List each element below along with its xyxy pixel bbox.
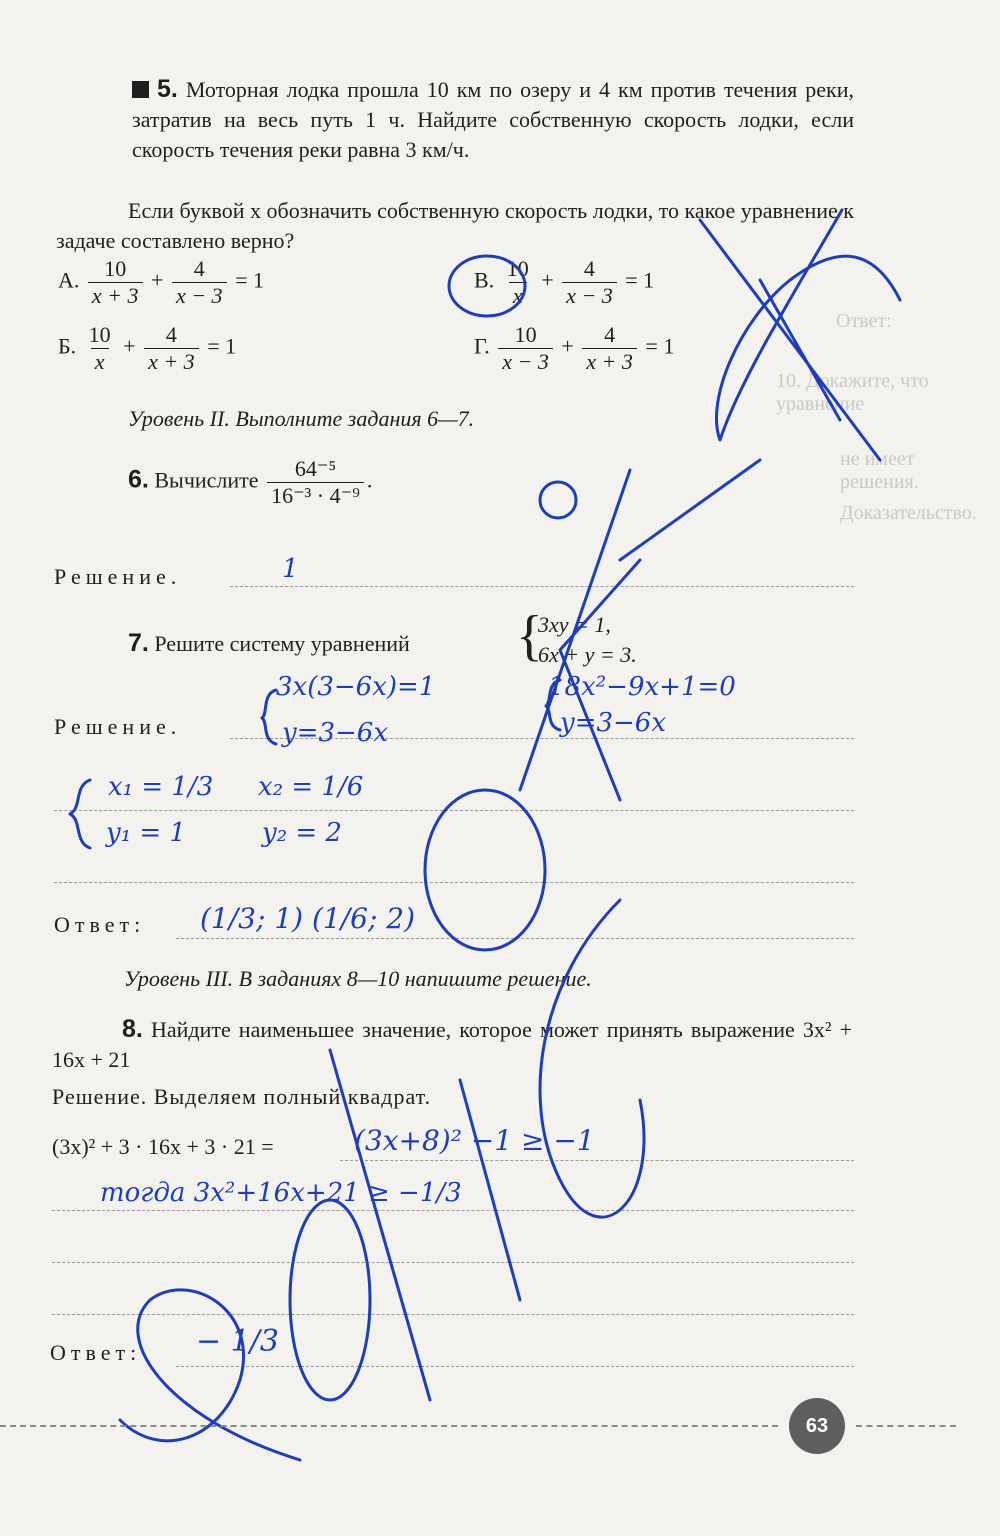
answer-line	[176, 938, 854, 939]
level3-heading: Уровень III. В заданиях 8—10 напишите решение.	[124, 966, 592, 991]
hw-task6-answer: 1	[282, 554, 299, 584]
ghost-text: 10. Докажите, что уравнение	[776, 370, 929, 415]
task8-solution-text: Решение. Выделяем полный квадрат.	[52, 1084, 432, 1109]
page-number: 63	[789, 1398, 845, 1454]
ghost-text: не имеет решения.	[840, 448, 919, 493]
task6-solution-label: Решение.	[54, 564, 182, 589]
hw-x2: x₂ = 1/6	[258, 772, 364, 802]
task8-answer-label: Ответ:	[50, 1340, 142, 1365]
task6: 6. Вычислите $\frac{\text{64⁻⁵}}{\text{16⁻³ · 4⁻⁹}}$ .	[128, 456, 373, 508]
option-a[interactable]: А. $\frac{10}{x + 3}$ + $\frac{4}{x - 3}$ = 1	[58, 256, 264, 308]
option-v[interactable]: В. $\frac{10}{x}$ + $\frac{4}{x - 3}$ = 1	[474, 256, 655, 308]
answer-line	[340, 1160, 854, 1161]
system-eq2: 6x + y = 3.	[538, 642, 637, 667]
answer-line	[176, 1366, 854, 1367]
hw-task7-line4: y=3−6x	[560, 708, 667, 738]
task5-number: 5.	[157, 75, 178, 103]
task7-answer-label: Ответ:	[54, 912, 146, 937]
answer-line	[54, 810, 854, 811]
scribble-o-large	[425, 790, 545, 950]
task5-question: Если буквой x обозначить собственную скорость лодки, то какое уравнение к задаче составлено верно?	[56, 198, 854, 253]
task7-solution-label: Решение.	[54, 714, 182, 739]
hw-x1: x₁ = 1/3	[108, 772, 214, 802]
hw-brace-1	[262, 690, 276, 744]
task7: 7. Решите систему уравнений	[128, 629, 410, 657]
option-g[interactable]: Г. $\frac{10}{x - 3}$ + $\frac{4}{x + 3}$ = 1	[474, 322, 675, 374]
scribble-loop	[290, 1200, 370, 1400]
task8-text: 8. Найдите наименьшее значение, которое может принять выражение 3x² + 16x + 21	[52, 1015, 852, 1072]
answer-line	[52, 1262, 854, 1263]
hw-brace-2	[70, 780, 90, 848]
hw-task7-line3: 18x²−9x+1=0	[548, 672, 736, 702]
answer-line	[230, 586, 854, 587]
answer-line	[54, 882, 854, 883]
system-brace: {	[516, 605, 543, 667]
hw-task7-line1: 3x(3−6x)=1	[276, 672, 436, 702]
hw-task8-line2: тогда 3x²+16x+21 ≥ −1/3	[100, 1178, 462, 1208]
difficulty-square-icon	[132, 81, 149, 98]
level2-heading: Уровень II. Выполните задания 6—7.	[128, 406, 475, 431]
bottom-rule-right	[856, 1425, 956, 1427]
ghost-text: Ответ:	[836, 310, 892, 332]
task8-formula: (3x)² + 3 · 16x + 3 · 21 =	[52, 1134, 274, 1159]
ghost-text: Доказательство.	[840, 502, 977, 524]
system-eq1: 3xy = 1,	[538, 612, 611, 637]
hw-y1: y₁ = 1	[106, 818, 186, 848]
task5-text	[132, 74, 854, 165]
hw-y2: y₂ = 2	[262, 818, 342, 848]
bottom-rule-left	[0, 1425, 778, 1427]
task5-statement: Моторная лодка прошла 10 км по озеру и 4 км против течения реки, затратив на весь путь 1 ч. Найдите собственную скорость лодки, если скорость течения реки равна 3 км/ч.	[132, 77, 854, 162]
hw-task8-answer: − 1/3	[196, 1324, 279, 1359]
option-b[interactable]: Б. $\frac{10}{x}$ + $\frac{4}{x + 3}$ = 1	[58, 322, 237, 374]
answer-line	[52, 1210, 854, 1211]
hw-task7-line2: y=3−6x	[282, 718, 389, 748]
hw-task8-line1: (3x+8)² −1 ≥ −1	[354, 1124, 595, 1157]
answer-line	[52, 1314, 854, 1315]
hw-task7-answer: (1/3; 1) (1/6; 2)	[200, 902, 416, 935]
scribble-o-small	[540, 482, 576, 518]
scribble-e	[120, 1290, 300, 1460]
